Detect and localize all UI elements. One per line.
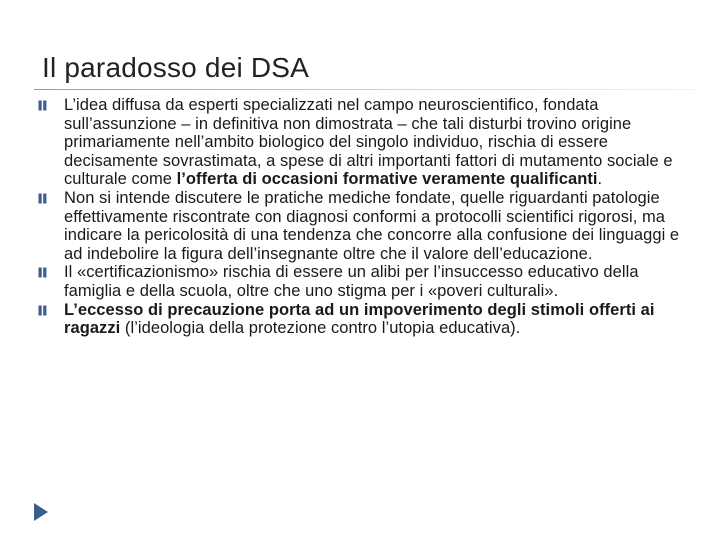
square-bullet-icon — [38, 193, 48, 204]
bullet-item — [38, 96, 694, 189]
title-divider — [34, 89, 694, 90]
square-bullet-icon — [38, 305, 48, 316]
next-slide-arrow-icon[interactable] — [34, 503, 48, 521]
bullet-item — [38, 301, 694, 338]
bullet-bold-text: L’eccesso di precauzione porta ad un impoverimento degli stimoli offerti ai ragazzi — [64, 300, 655, 338]
bullet-text-end: (l’ideologia della protezione contro l’utopia educativa). — [120, 319, 521, 338]
bullet-text: Non si intende discutere le pratiche mediche fondate, quelle riguardanti patologie effettivamente riscontrate con diagnosi conformi a protocolli scientifici rigorosi, ma indicare la pericolosità di una tendenza che concorre alla confusione dei linguaggi e ad indebolire la figura dell’insegnante oltre che il valore dell’educazione. — [64, 188, 680, 263]
bullet-item — [38, 263, 694, 300]
bullet-text: Il «certificazionismo» rischia di essere un alibi per l’insuccesso educativo della famiglia e della scuola, oltre che uno stigma per i «poveri culturali». — [64, 263, 639, 300]
square-bullet-icon — [38, 267, 48, 278]
slide-title: Il paradosso dei DSA — [42, 52, 310, 83]
square-bullet-icon — [38, 100, 48, 111]
bullet-text-end: . — [597, 170, 603, 189]
bullet-item — [38, 189, 694, 263]
bullet-list — [38, 96, 694, 338]
bullet-text: L’idea diffusa da esperti specializzati nel campo neuroscientifico, fondata sull’assunzione – in definitiva non dimostrata – che tali disturbi trovino origine primariamente nell’ambito biologico del singolo individuo, rischia di essere decisamente sovrastimata, a spese di altri importanti fattori di mutamento sociale e culturale come — [64, 96, 673, 189]
bullet-bold-text: l’offerta di occasioni formative veramente qualificanti — [176, 170, 598, 189]
